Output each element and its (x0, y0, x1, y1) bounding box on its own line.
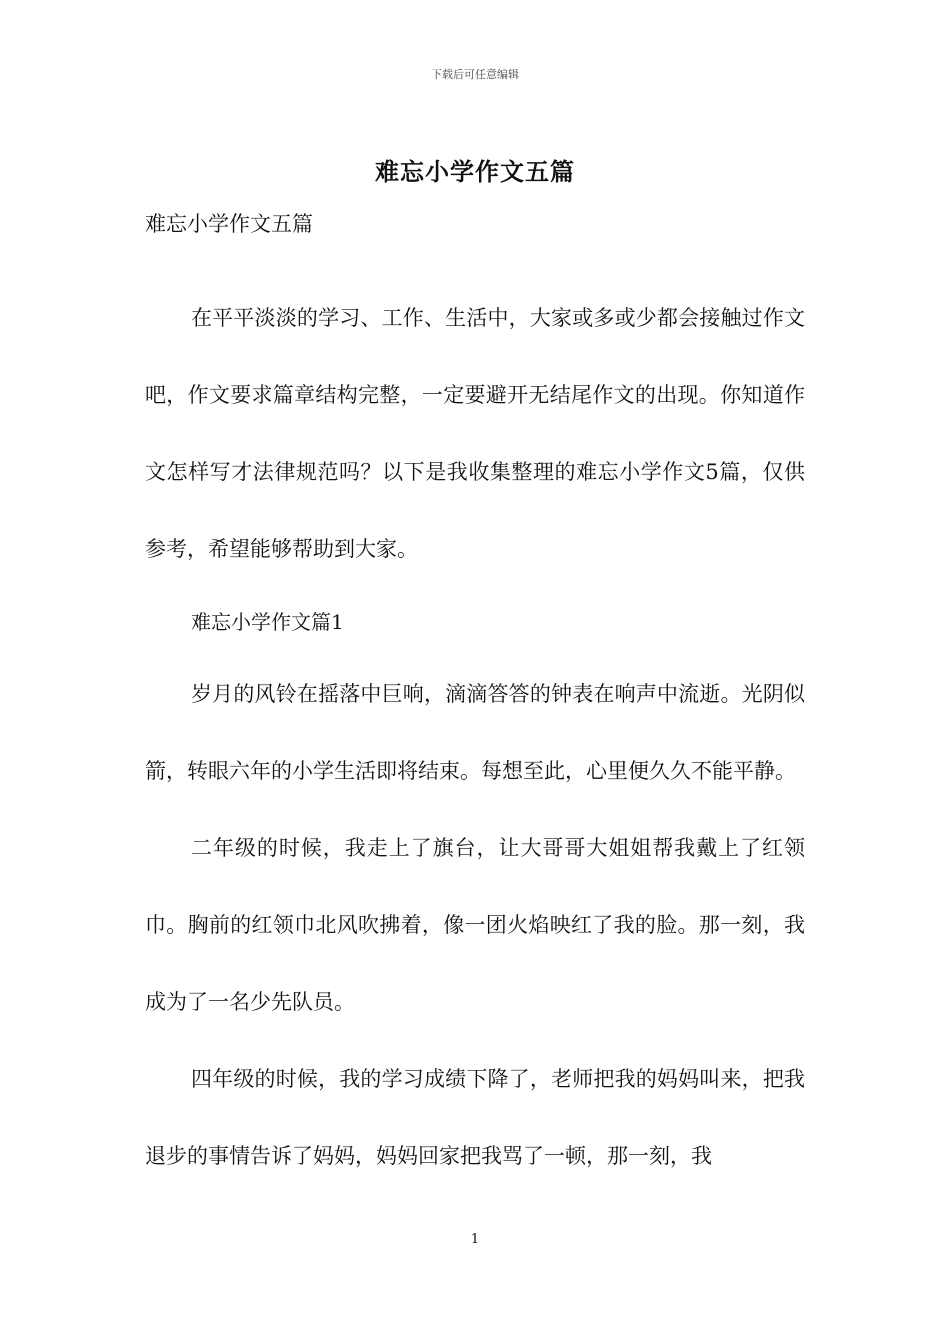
intro-paragraph: 在平平淡淡的学习、工作、生活中，大家或多或少都会接触过作文吧，作文要求篇章结构完整，一定要避开无结尾作文的出现。你知道作文怎样写才法律规范吗？以下是我收集整理的难忘小学作文5篇，仅供参考，希望能够帮助到大家。 (145, 306, 805, 561)
document-body (145, 206, 805, 1195)
subtitle: 难忘小学作文五篇 (145, 212, 313, 236)
body-paragraph: 四年级的时候，我的学习成绩下降了，老师把我的妈妈叫来，把我退步的事情告诉了妈妈，妈妈回家把我骂了一顿，那一刻，我 (145, 1067, 805, 1168)
header-note: 下载后可任意编辑 (431, 68, 519, 81)
document-title: 难忘小学作文五篇 (375, 157, 575, 186)
page-number: 1 (470, 1232, 480, 1247)
section-heading: 难忘小学作文篇1 (191, 610, 344, 634)
body-paragraph: 二年级的时候，我走上了旗台，让大哥哥大姐姐帮我戴上了红领巾。胸前的红领巾北风吹拂着，像一团火焰映红了我的脸。那一刻，我成为了一名少先队员。 (145, 836, 805, 1014)
body-paragraph: 岁月的风铃在摇落中巨响，滴滴答答的钟表在响声中流逝。光阴似箭，转眼六年的小学生活即将结束。每想至此，心里便久久不能平静。 (145, 682, 805, 783)
